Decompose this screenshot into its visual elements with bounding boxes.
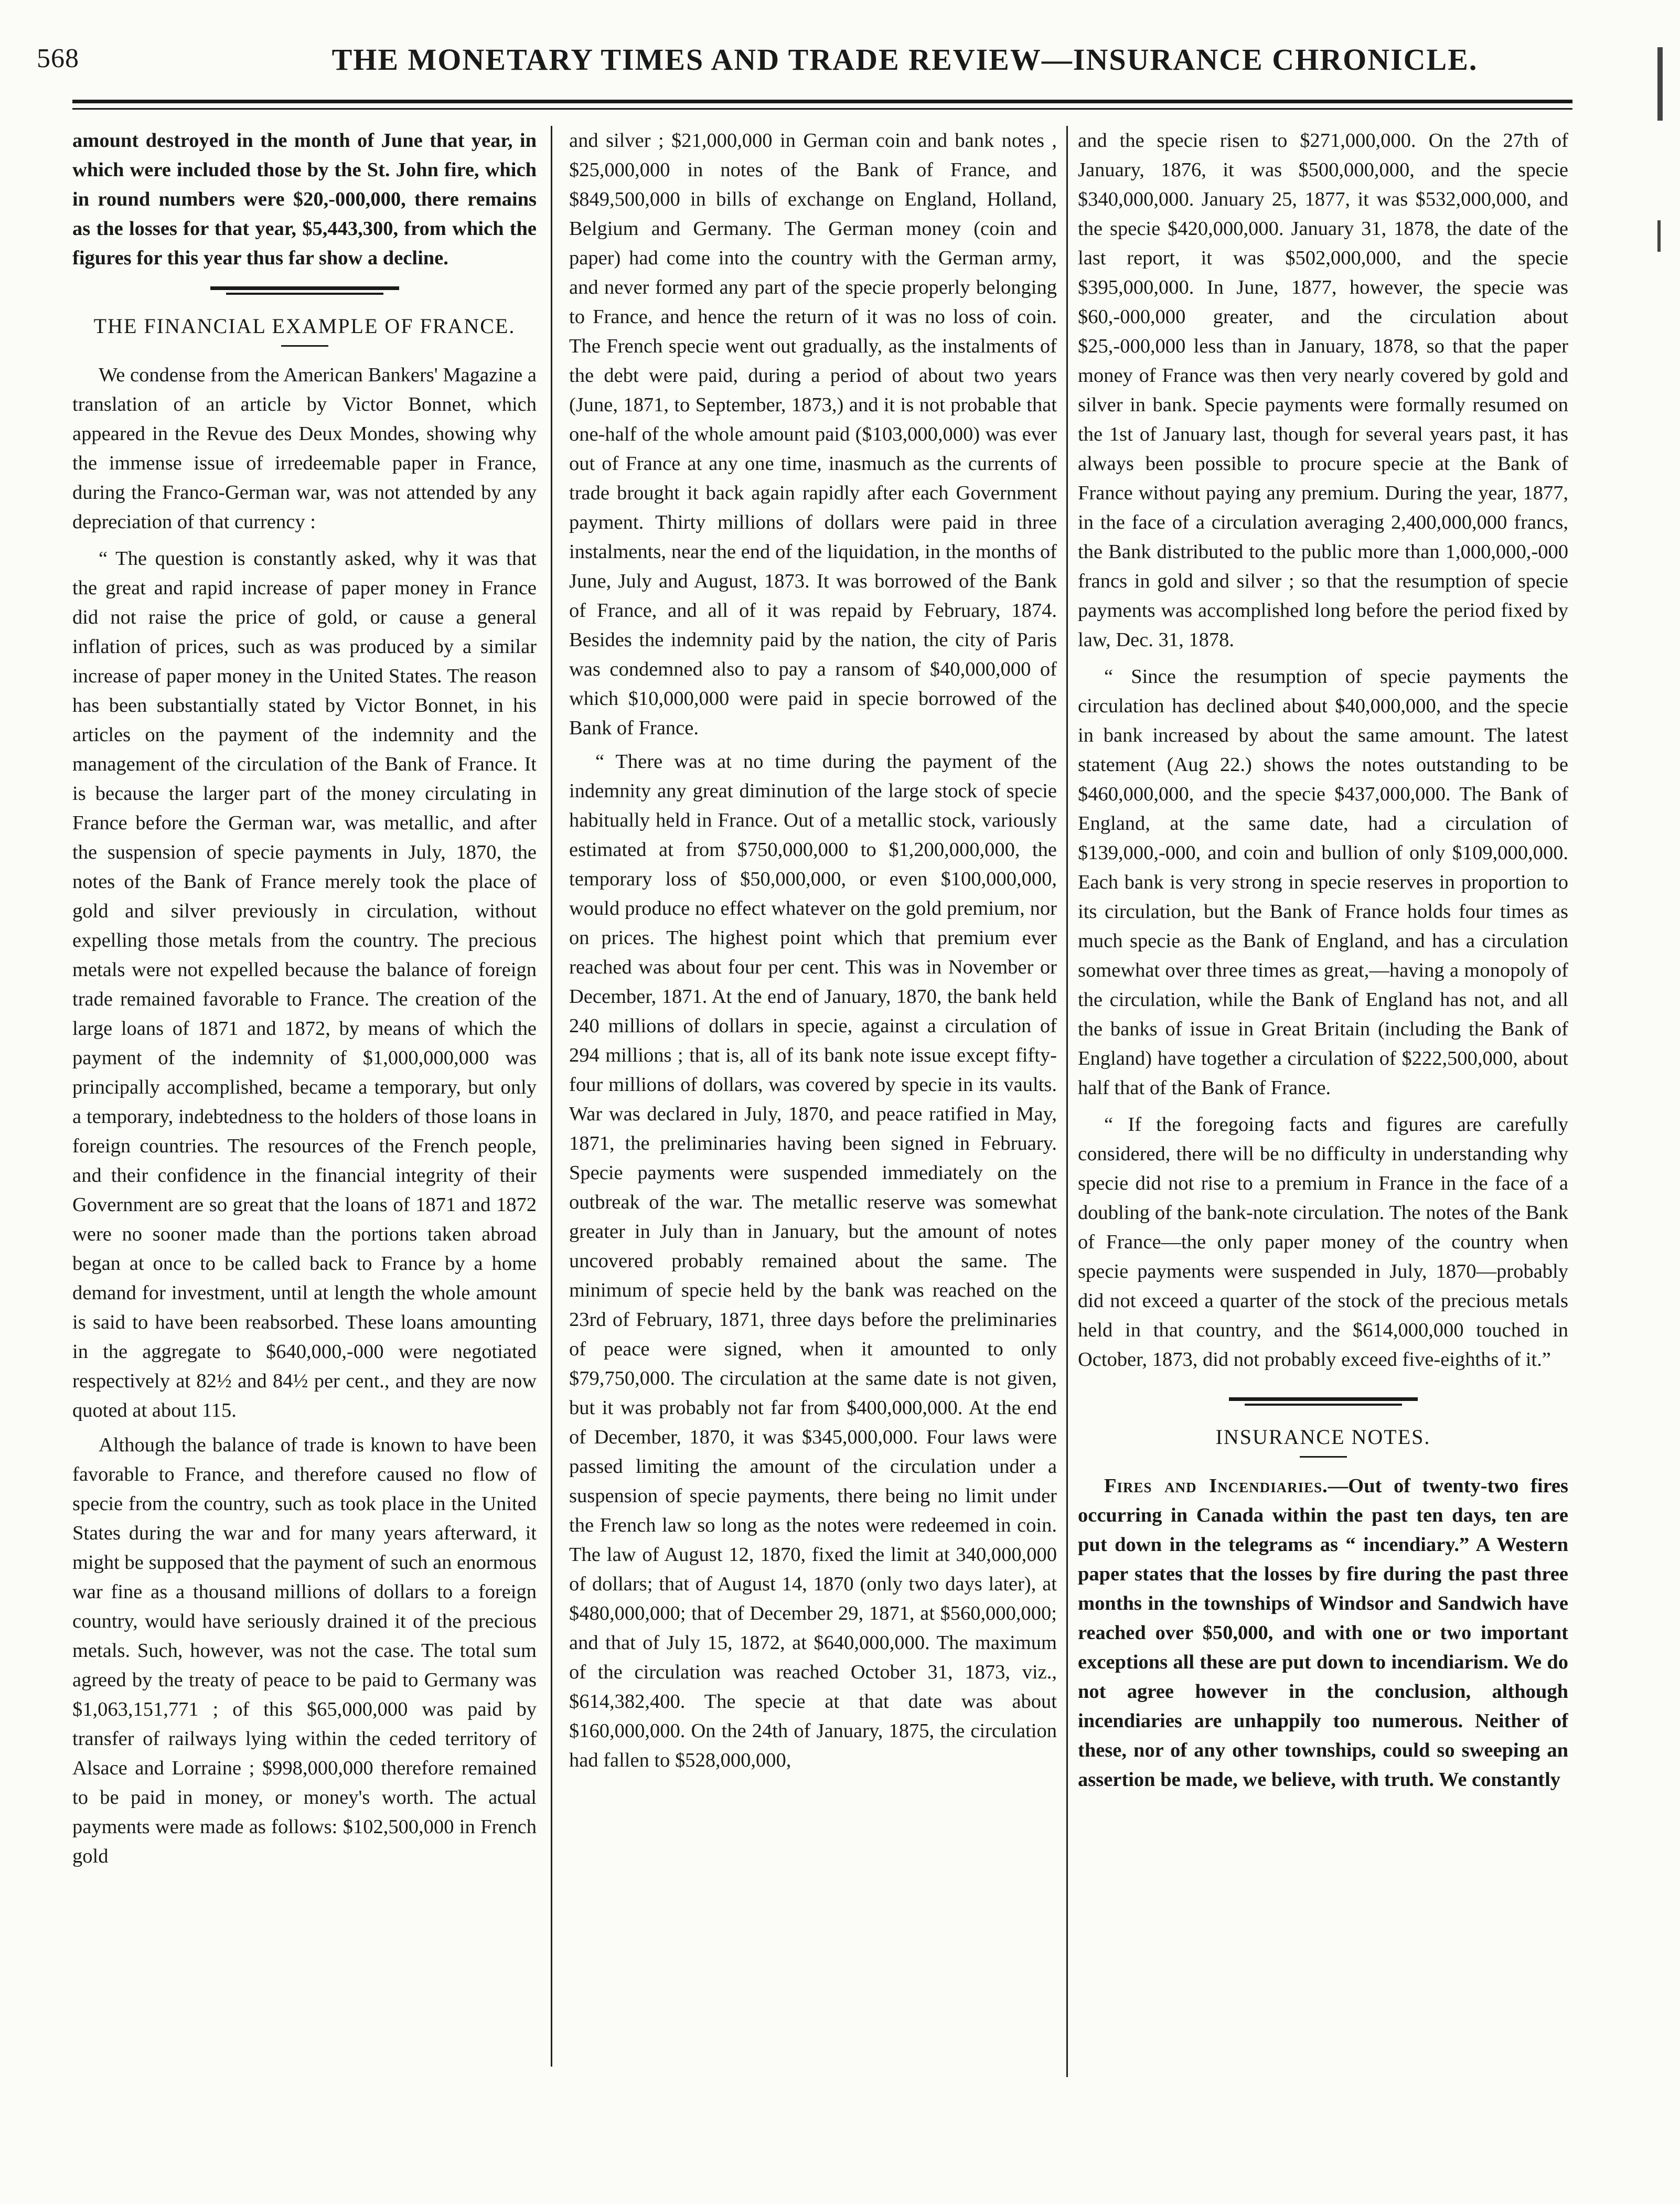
column-divider-1 [551,126,552,2067]
column-3 [1078,126,1568,2161]
fires-label: Fires and Incendiaries. [1104,1475,1328,1497]
section-divider-ornament [1229,1395,1418,1409]
article-paragraph: and the specie risen to $271,000,000. On the 27th of January, 1876, it was $500,000,000, and the specie $340,000,000. January 25, 1877, it was $532,000,000, and the specie $420,000,000. January 31, 1878, the date of the last report, it was $502,000,000, and the specie $395,000,000. In June, 1877, however, the specie was $60,-000,000 greater, and the circulation about $25,-000,000 less than in January, 1878, so that the paper money of France was then very nearly covered by gold and silver in bank. Specie payments were formally resumed on the 1st of January last, though for several years past, it has always been possible to procure specie at the Bank of France without paying any premium. During the year, 1877, in the face of a circulation averaging 2,400,000,000 francs, the Bank distributed to the public more than 1,000,000,-000 francs in gold and silver ; so that the resumption of specie payments was accomplished long before the period fixed by law, Dec. 31, 1878. [1078,130,1568,651]
article-paragraph: Although the balance of trade is known to have been favorable to France, and therefore caused no flow of specie from the country, such as took place in the United States during the war and for many years afterward, it might be supposed that the payment of such an enormous war fine as a thousand millions of dollars to a foreign country, would have seriously drained it of the precious metals. Such, however, was not the case. The total sum agreed by the treaty of peace to be paid to Germany was $1,063,151,771 ; of this $65,000,000 was paid by transfer of railways lying within the ceded territory of Alsace and Lorraine ; $998,000,000 therefore remained to be paid in money, or money's worth. The actual payments were made as follows: $102,500,000 in French gold [72,1434,537,1867]
running-title: THE MONETARY TIMES AND TRADE REVIEW—INSURANCE CHRONICLE. [331,42,1478,77]
article-paragraph: “ The question is constantly asked, why it was that the great and rapid increase of paper money in France did not raise the price of gold, or cause a general inflation of prices, such as was produced by a similar increase of paper money in the United States. The reason has been substantially stated by Victor Bonnet, in his articles on the payment of the indemnity and the management of the circulation of the Bank of France. It is because the larger part of the money circulating in France before the German war, was metallic, and after the suspension of specie payments in July, 1870, the notes of the Bank of France merely took the place of gold and silver previously in circulation, without expelling those metals from the country. The precious metals were not expelled because the balance of foreign trade remained favorable to France. The creation of the large loans of 1871 and 1872, by means of which the payment of the indemnity of $1,000,000,000 was principally accomplished, became a temporary, but only a temporary, indebtedness to the holders of those loans in foreign countries. The resources of the French people, and their confidence in the financial integrity of their Government are so great that the loans of 1871 and 1872 were no sooner made than the portions taken abroad began at once to be called back to France by a home demand for investment, until at length the whole amount is said to have been reabsorbed. These loans amounting in the aggregate to $640,000,-000 were negotiated respectively at 82½ and 84½ per cent., and they are now quoted at about 115. [72,548,537,1421]
page-number: 568 [37,44,79,73]
article-heading-france: THE FINANCIAL EXAMPLE OF FRANCE. [93,314,516,338]
fires-text: —Out of twenty-two fires occurring in Canada within the past ten days, ten are put down in the telegrams as “ incendiary.” A Western paper states that the losses by fire during the past three months in the townships of Windsor and Sandwich have reached over $50,000, and with one or two important exceptions all these are put down to incendiarism. We do not agree however in the conclusion, although incendiaries are unhappily too numerous. Neither of these, nor of any other townships, could so sweeping an assertion be made, we believe, with truth. We constantly [1078,1475,1568,1791]
insurance-notes-paragraph [1078,1471,1568,1794]
article-paragraph: “ Since the resumption of specie payments the circulation has declined about $40,000,000, and the specie in bank increased by about the same amount. The latest statement (Aug 22.) shows the notes outstanding to be $460,000,000, and the specie $437,000,000. The Bank of England, at the same date, had a circulation of $139,000,-000, and coin and bullion of only $109,000,000. Each bank is very strong in specie reserves in proportion to its circulation, but the Bank of France holds four times as much specie as the Bank of England, and has a circulation somewhat over three times as great,—having a monopoly of the circulation, while the Bank of England has not, and all the banks of issue in Great Britain (including the Bank of England) have together a circulation of $222,500,000, about half that of the Bank of France. [1078,666,1568,1099]
section-divider-ornament [210,284,399,298]
scan-edge-mark [1657,47,1663,121]
column-1-continuation: amount destroyed in the month of June that year, in which were included those by the St. John fire, which in round numbers were $20,-000,000, there remains as the losses for that year, $5,443,300, from which the figures for this year thus far show a decline. [72,130,537,269]
column-divider-2 [1066,126,1068,2077]
article-paragraph: We condense from the American Bankers' Magazine a translation of an article by Victor Bonnet, which appeared in the Revue des Deux Mondes, showing why the immense issue of irredeemable paper in France, during the Franco-German war, was not attended by any depreciation of that currency : [72,364,537,533]
header-rule-thin [72,108,1572,110]
heading-rule [281,345,328,347]
article-heading-insurance: INSURANCE NOTES. [1215,1425,1431,1449]
scan-edge-mark [1657,220,1661,252]
heading-rule [1300,1456,1347,1458]
column-2 [569,126,1057,2161]
page-header [37,33,1636,106]
column-1 [72,126,537,2161]
article-paragraph: “ If the foregoing facts and figures are carefully considered, there will be no difficulty in understanding why specie did not rise to a premium in France in the face of a doubling of the bank-note circulation. The notes of the Bank of France—the only paper money of the country when specie payments were suspended in July, 1870—probably did not exceed a quarter of the stock of the precious metals held in that country, and the $614,000,000 touched in October, 1873, did not probably exceed five-eighths of it.” [1078,1114,1568,1371]
article-paragraph: and silver ; $21,000,000 in German coin and bank notes , $25,000,000 in notes of the Bank of France, and $849,500,000 in bills of exchange on England, Holland, Belgium and Germany. The German money (coin and paper) had come into the country with the German army, and never formed any part of the specie properly belonging to France, and hence the return of it was no loss of coin. The French specie went out gradually, as the instalments of the debt were paid, during a period of about two years (June, 1871, to September, 1873,) and it is not probable that one-half of the whole amount paid ($103,000,000) was ever out of France at any one time, inasmuch as the currents of trade brought it back again rapidly after each Government payment. Thirty millions of dollars were paid in three instalments, near the end of the liquidation, in the months of June, July and August, 1873. It was borrowed of the Bank of France, and all of it was repaid by February, 1874. Besides the indemnity paid by the nation, the city of Paris was condemned also to pay a ransom of $40,000,000 of which $10,000,000 were paid in specie borrowed of the Bank of France. [569,130,1057,739]
article-paragraph: “ There was at no time during the payment of the indemnity any great diminution of the large stock of specie habitually held in France. Out of a metallic stock, variously estimated at from $750,000,000 to $1,200,000,000, the temporary loss of $50,000,000, or even $100,000,000, would produce no effect whatever on the gold premium, nor on prices. The highest point which that premium ever reached was about four per cent. This was in November or December, 1871. At the end of January, 1870, the bank held 240 millions of dollars in specie, against a circulation of 294 millions ; that is, all of its bank note issue except fifty-four millions of dollars, was covered by specie in its vaults. War was declared in July, 1870, and peace ratified in May, 1871, the preliminaries having been signed in February. Specie payments were suspended immediately on the outbreak of the war. The metallic reserve was somewhat greater in July than in January, but the amount of notes uncovered probably remained about the same. The minimum of specie held by the bank was reached on the 23rd of February, 1871, three days before the preliminaries of peace were signed, when it amounted to only $79,750,000. The circulation at the same date is not given, but it was probably not far from $400,000,000. At the end of December, 1870, it was $345,000,000. Four laws were passed limiting the amount of the circulation under a suspension of specie payments, there being no limit under the French law so long as the notes were redeemed in coin. The law of August 12, 1870, fixed the limit at 340,000,000 of dollars; that of August 14, 1870 (only two days later), at $480,000,000; that of December 29, 1871, at $560,000,000; and that of July 15, 1872, at $640,000,000. The maximum of the circulation was reached October 31, 1873, viz., $614,382,400. The specie at that date was about $160,000,000. On the 24th of January, 1875, the circulation had fallen to $528,000,000, [569,751,1057,1771]
header-rule-thick [72,100,1572,103]
